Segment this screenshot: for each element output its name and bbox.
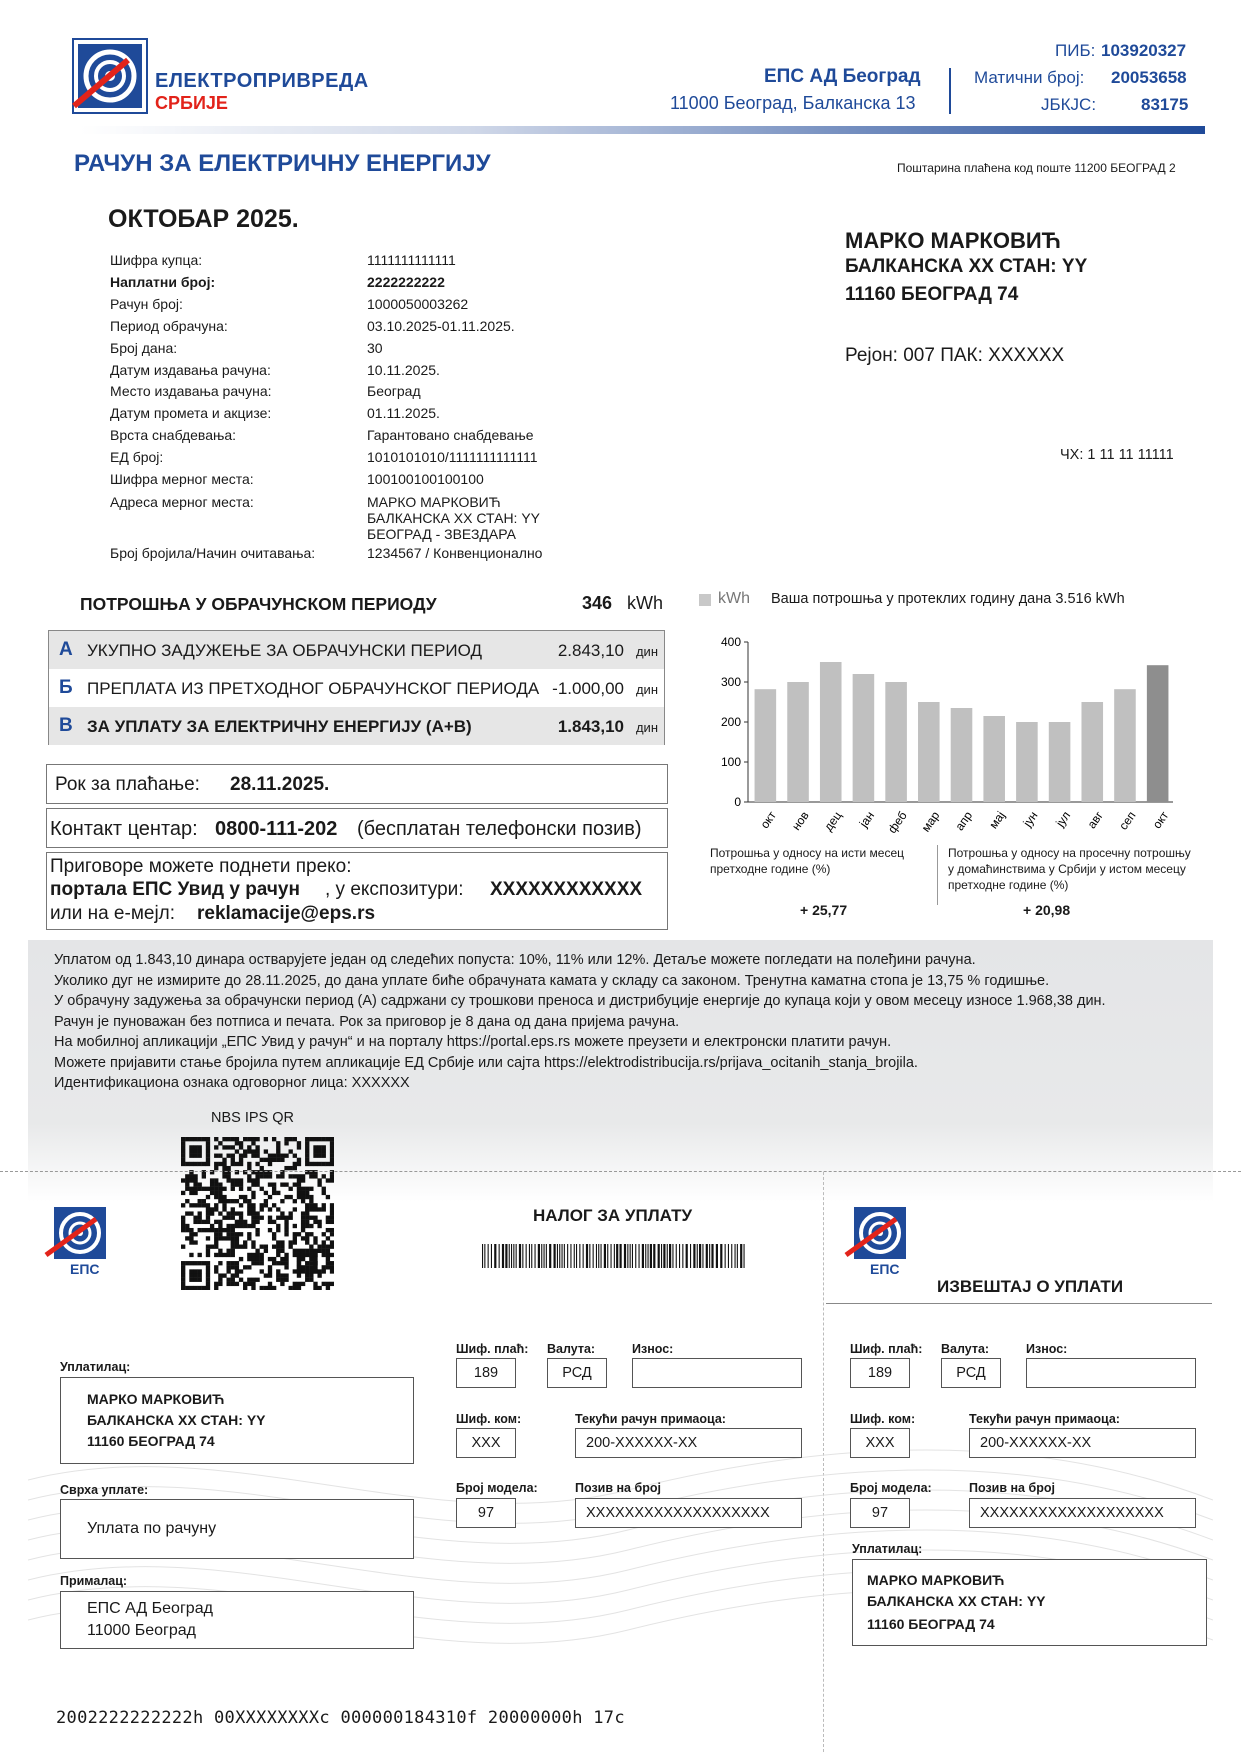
contact-note: (бесплатан телефонски позив) xyxy=(357,818,642,840)
detail-label: Шифра мерног места: xyxy=(110,471,254,487)
bill-title: РАЧУН ЗА ЕЛЕКТРИЧНУ ЕНЕРГИЈУ xyxy=(74,150,491,177)
pib-label: ПИБ: xyxy=(1055,41,1096,60)
due-value: 28.11.2025. xyxy=(230,774,330,795)
currency-value: РСД xyxy=(956,1365,986,1381)
logo-line2: СРБИЈЕ xyxy=(155,93,228,113)
note-line: Уколико дуг не измирите до 28.11.2025, до дана уплате биће обрачуната камата у складу са законом. Тренутна каматна стопа је 13,75 % годишње. xyxy=(54,972,1050,989)
customer-region: Рејон: 007 ПАК: XXXXXX xyxy=(845,345,1065,366)
detail-label: Рачун број: xyxy=(110,296,183,312)
amount-label: Износ: xyxy=(632,1342,674,1356)
jbkjs-value: 83175 xyxy=(1141,95,1189,114)
amount-value xyxy=(633,1365,643,1381)
currency-value: РСД xyxy=(562,1365,592,1381)
qr-label: NBS IPS QR xyxy=(211,1110,294,1126)
contact-label: Контакт центар: xyxy=(50,818,198,840)
detail-value: Гарантовано снабдевање xyxy=(367,427,534,443)
mm-address-line2: БАЛКАНСКА XX СТАН: YY xyxy=(367,510,541,526)
detail-label: Број дана: xyxy=(110,340,178,356)
x-tick-label: феб xyxy=(884,808,910,836)
x-tick-label: јун xyxy=(1020,808,1041,830)
complaint-mid: , у експозитури: xyxy=(325,879,464,900)
model-label: Број модела: xyxy=(456,1481,538,1495)
summary-letter: Б xyxy=(59,677,73,698)
reference-field xyxy=(969,1498,1196,1528)
due-date-box xyxy=(46,764,668,804)
x-tick-label: окт xyxy=(1149,808,1172,832)
comm-code-field xyxy=(456,1428,516,1458)
chart-bar xyxy=(918,702,940,802)
summary-row xyxy=(49,707,664,745)
currency-field xyxy=(547,1358,607,1388)
eps-logo-text: ЕПС xyxy=(70,1261,100,1277)
chart-bar xyxy=(983,716,1005,802)
chart-bar xyxy=(1147,665,1169,802)
bill-month: ОКТОБАР 2025. xyxy=(108,205,299,233)
complaint-email: reklamacije@eps.rs xyxy=(197,903,376,924)
x-tick-label: мар xyxy=(918,808,943,835)
pay-code-label: Шиф. плаћ: xyxy=(850,1342,923,1356)
due-label: Рок за плаћање: xyxy=(55,774,200,795)
detail-value: 2222222222 xyxy=(367,274,445,290)
summary-currency: дин xyxy=(635,682,658,697)
complaint-office: XXXXXXXXXXXX xyxy=(490,879,643,900)
detail-value: 1111111111111 xyxy=(367,252,456,268)
comm-code-label: Шиф. ком: xyxy=(850,1412,916,1426)
comparison-left-label: Потрошња у односу на исти месец претходне године (%) xyxy=(710,846,904,876)
x-tick-label: нов xyxy=(788,808,812,833)
contact-box xyxy=(46,808,668,848)
pay-code-field xyxy=(456,1358,516,1388)
summary-amount: 1.843,10 xyxy=(557,717,624,736)
header-rule xyxy=(80,126,1205,134)
chart-bar xyxy=(820,662,842,802)
consumption-value: 346 xyxy=(582,593,613,613)
complaint-line1: Приговоре можете поднети преко: xyxy=(50,856,352,877)
y-tick-label: 400 xyxy=(720,635,741,649)
chart-bar xyxy=(885,682,907,802)
pib-value: 103920327 xyxy=(1101,41,1187,60)
model-label: Број модела: xyxy=(850,1481,932,1495)
cut-line xyxy=(0,1171,1241,1172)
summary-letter: А xyxy=(59,639,73,660)
report-payer-line1: МАРКО МАРКОВИЋ xyxy=(867,1572,1005,1588)
amount-label: Износ: xyxy=(1026,1342,1068,1356)
complaint-or: или на е-мејл: xyxy=(50,903,176,924)
summary-amount: 2.843,10 xyxy=(557,641,624,660)
y-tick-label: 200 xyxy=(720,715,741,729)
chart-bar xyxy=(1114,689,1136,802)
payer-label: Уплатилац: xyxy=(60,1360,131,1374)
consumption-chart xyxy=(700,620,1200,840)
customer-chx: ЧХ: 1 11 11 11111 xyxy=(1060,447,1174,463)
eps-logo-icon xyxy=(72,38,148,114)
x-tick-label: јул xyxy=(1052,808,1074,830)
mb-label: Матични број: xyxy=(974,68,1085,87)
report-payer-line2: БАЛКАНСКА XX СТАН: YY xyxy=(867,1593,1046,1609)
payer-line3: 11160 БЕОГРАД 74 xyxy=(87,1433,215,1449)
chart-legend: kWh xyxy=(718,590,750,607)
report-payer-box xyxy=(852,1559,1207,1646)
chart-bar xyxy=(1049,722,1071,802)
x-tick-label: јан xyxy=(856,808,878,830)
report-rule xyxy=(826,1303,1212,1304)
comm-code-field xyxy=(850,1428,910,1458)
jbkjs-label: ЈБКЈС: xyxy=(1041,95,1097,114)
y-tick-label: 300 xyxy=(720,675,741,689)
meter-label: Број бројила/Начин очитавања: xyxy=(110,545,316,561)
summary-label: ЗА УПЛАТУ ЗА ЕЛЕКТРИЧНУ ЕНЕРГИЈУ (А+В) xyxy=(87,717,472,736)
detail-value: 1000050003262 xyxy=(367,296,469,312)
note-line: Уплатом од 1.843,10 динара остварујете један од следећих попуста: 10%, 11% или 12%. Детаље можете погледати на полеђини рачуна. xyxy=(54,952,976,968)
detail-label: ЕД број: xyxy=(110,449,164,465)
summary-amount: -1.000,00 xyxy=(552,679,624,698)
chart-bar xyxy=(1081,702,1103,802)
chart-legend-swatch xyxy=(699,594,711,606)
report-payer-line3: 11160 БЕОГРАД 74 xyxy=(867,1616,995,1632)
model-field xyxy=(850,1498,910,1528)
account-field xyxy=(575,1428,802,1458)
consumption-unit: kWh xyxy=(627,593,663,613)
detail-label: Шифра купца: xyxy=(110,252,203,268)
payer-line1: МАРКО МАРКОВИЋ xyxy=(87,1391,225,1407)
mm-address-line1: МАРКО МАРКОВИЋ xyxy=(367,494,501,510)
model-field xyxy=(456,1498,516,1528)
pay-code-label: Шиф. плаћ: xyxy=(456,1342,529,1356)
note-line: На мобилној апликацији „ЕПС Увид у рачун“ и на порталу https://portal.eps.rs можете преузети и електронски платити рачун. xyxy=(54,1034,892,1050)
x-tick-label: окт xyxy=(757,808,780,832)
report-payer-label: Уплатилац: xyxy=(852,1542,923,1556)
account-value: 200-XXXXXX-XX xyxy=(586,1435,698,1451)
chart-bar xyxy=(951,708,973,802)
detail-value: 03.10.2025-01.11.2025. xyxy=(367,318,515,334)
comparison-right-label: Потрошња у односу на просечну потрошњу у домаћинствима у Србији у истом месецу претходне године (%) xyxy=(948,846,1191,892)
customer-street: БАЛКАНСКА XX СТАН: YY xyxy=(845,256,1088,277)
comparison-left-value: + 25,77 xyxy=(800,902,848,918)
reference-field xyxy=(575,1498,802,1528)
complaint-portal: портала ЕПС Увид у рачун xyxy=(50,879,300,900)
purpose-value: Уплата по рачуну xyxy=(87,1520,217,1537)
x-tick-label: дец xyxy=(821,808,845,834)
consumption-label: ПОТРОШЊА У ОБРАЧУНСКОМ ПЕРИОДУ xyxy=(80,594,437,614)
chart-title: Ваша потрошња у протеклих годину дана 3.516 kWh xyxy=(771,591,1125,607)
currency-label: Валута: xyxy=(941,1342,990,1356)
x-tick-label: апр xyxy=(952,808,976,834)
detail-label: Датум промета и акцизе: xyxy=(110,405,272,421)
summary-row xyxy=(49,631,664,669)
chart-bar xyxy=(1016,722,1038,802)
detail-value: 01.11.2025. xyxy=(367,405,440,421)
pay-code-field xyxy=(850,1358,910,1388)
summary-label: УКУПНО ЗАДУЖЕЊЕ ЗА ОБРАЧУНСКИ ПЕРИОД xyxy=(87,641,483,660)
x-tick-label: мај xyxy=(986,808,1008,832)
detail-label: Врста снабдевања: xyxy=(110,427,237,443)
note-line: Можете пријавити стање бројила путем апликације ЕД Србије или сајта https://elektrodistribucija.rs/prijava_ocitanih_stanja_brojila. xyxy=(54,1054,918,1071)
eps-logo-text: ЕПС xyxy=(870,1261,900,1277)
company-logo xyxy=(72,38,148,114)
comparison-divider xyxy=(937,845,938,905)
company-address: 11000 Београд, Балканска 13 xyxy=(670,93,916,113)
mb-value: 20053658 xyxy=(1111,68,1187,87)
payer-box xyxy=(60,1377,414,1464)
reference-value: XXXXXXXXXXXXXXXXXXX xyxy=(980,1505,1164,1521)
note-line: Рачун је пуноважан без потписа и печата. Рок за приговор је 8 дана од дана пријема рачуна. xyxy=(54,1013,680,1030)
recipient-line1: ЕПС АД Београд xyxy=(87,1600,213,1617)
reference-label: Позив на број xyxy=(969,1481,1055,1495)
barcode-icon xyxy=(482,1244,748,1268)
detail-value: 1010101010/1111111111111 xyxy=(367,449,538,465)
account-value: 200-XXXXXX-XX xyxy=(980,1435,1092,1451)
y-tick-label: 0 xyxy=(734,795,741,809)
comm-code-value: XXX xyxy=(865,1435,895,1451)
summary-currency: дин xyxy=(635,720,658,735)
summary-row xyxy=(49,669,664,707)
note-line: У обрачуну задужења за обрачунски период (А) садржани су трошкови преноса и дистрибуције енергије до купаца који у овом месецу износе 1.968,38 дин. xyxy=(54,993,1106,1009)
summary-currency: дин xyxy=(635,644,658,659)
detail-label: Место издавања рачуна: xyxy=(110,383,272,399)
x-tick-label: авг xyxy=(1084,808,1106,832)
chart-bar xyxy=(853,674,875,802)
reference-label: Позив на број xyxy=(575,1481,661,1495)
reference-value: XXXXXXXXXXXXXXXXXXX xyxy=(586,1505,770,1521)
logo-line1: ЕЛЕКТРОПРИВРЕДА xyxy=(155,70,369,92)
detail-value: 100100100100100 xyxy=(367,471,484,487)
mm-address-line3: БЕОГРАД - ЗВЕЗДАРА xyxy=(367,526,516,542)
recipient-label: Прималац: xyxy=(60,1574,128,1588)
summary-label: ПРЕПЛАТА ИЗ ПРЕТХОДНОГ ОБРАЧУНСКОГ ПЕРИОДА xyxy=(87,679,540,698)
contact-value: 0800-111-202 xyxy=(215,818,338,840)
detail-value: 30 xyxy=(367,340,383,356)
account-label: Текући рачун примаоца: xyxy=(969,1412,1120,1426)
report-title: ИЗВЕШТАЈ О УПЛАТИ xyxy=(937,1277,1124,1296)
comm-code-value: XXX xyxy=(471,1435,501,1451)
chart-bar xyxy=(787,682,809,802)
summary-table xyxy=(48,630,665,745)
note-line: Идентификациона ознака одговорног лица: XXXXXX xyxy=(54,1075,410,1091)
purpose-box[interactable] xyxy=(60,1499,414,1559)
order-title: НАЛОГ ЗА УПЛАТУ xyxy=(533,1206,693,1225)
postage-note: Поштарина плаћена код поште 11200 БЕОГРАД 2 xyxy=(897,161,1176,175)
customer-name: МАРКО МАРКОВИЋ xyxy=(845,228,1061,253)
account-label: Текући рачун примаоца: xyxy=(575,1412,726,1426)
recipient-line2: 11000 Београд xyxy=(87,1622,197,1639)
detail-label: Датум издавања рачуна: xyxy=(110,362,271,378)
model-value: 97 xyxy=(477,1505,495,1521)
detail-value: 10.11.2025. xyxy=(367,362,440,378)
currency-label: Валута: xyxy=(547,1342,596,1356)
amount-field[interactable] xyxy=(1026,1358,1196,1388)
chart-bar xyxy=(755,689,777,802)
meter-value: 1234567 / Конвенционално xyxy=(367,545,543,561)
account-field xyxy=(969,1428,1196,1458)
pay-code-value: 189 xyxy=(473,1365,499,1381)
amount-value xyxy=(1027,1365,1037,1381)
currency-field xyxy=(941,1358,1001,1388)
purpose-label: Сврха уплате: xyxy=(60,1483,149,1497)
company-name: ЕПС АД Београд xyxy=(764,66,921,87)
model-value: 97 xyxy=(871,1505,889,1521)
recipient-box xyxy=(60,1591,414,1649)
customer-city: 11160 БЕОГРАД 74 xyxy=(845,284,1019,305)
mm-address-label: Адреса мерног места: xyxy=(110,494,254,510)
comm-code-label: Шиф. ком: xyxy=(456,1412,522,1426)
pay-code-value: 189 xyxy=(867,1365,893,1381)
detail-value: Београд xyxy=(367,383,421,399)
detail-label: Наплатни број: xyxy=(110,274,216,290)
ocr-line: 2002222222222h 00XXXXXXXXc 000000184310f 20000000h 17c xyxy=(56,1708,625,1728)
detail-label: Период обрачуна: xyxy=(110,318,228,334)
summary-letter: В xyxy=(59,715,73,736)
y-tick-label: 100 xyxy=(720,755,741,769)
amount-field[interactable] xyxy=(632,1358,802,1388)
payer-line2: БАЛКАНСКА XX СТАН: YY xyxy=(87,1412,266,1428)
x-tick-label: сеп xyxy=(1116,808,1139,833)
header-divider xyxy=(949,68,951,114)
comparison-right-value: + 20,98 xyxy=(1023,902,1071,918)
complaint-box xyxy=(46,852,668,930)
